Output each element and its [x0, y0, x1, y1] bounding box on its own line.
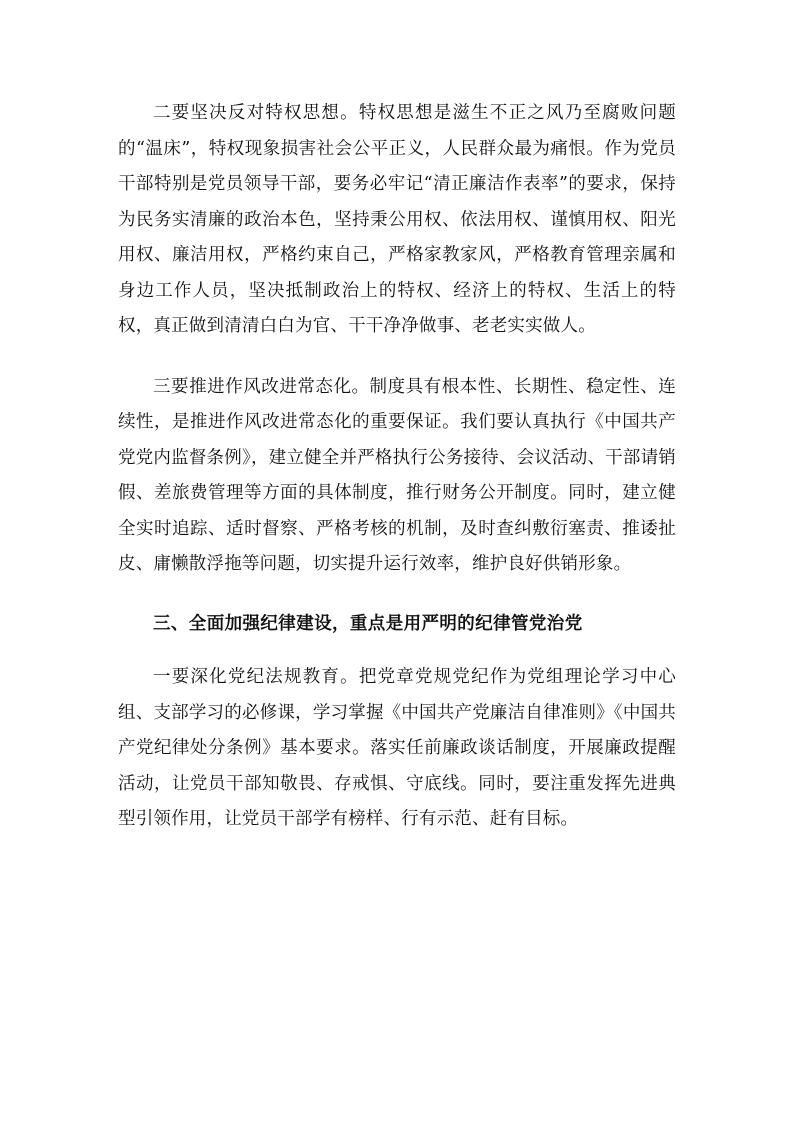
paragraph-oppose-privilege: 二要坚决反对特权思想。特权思想是滋生不正之风乃至腐败问题的“温床”，特权现象损害社会公平正义，人民群众最为痛恨。作为党员干部特别是党员领导干部，要务必牢记“清正廉洁作表率”的要求，保持为民务实清廉的政治本色，坚持秉公用权、依法用权、谨慎用权、阳光用权、廉洁用权，严格约束自己，严格家教家风，严格教育管理亲属和身边工作人员，坚决抵制政治上的特权、经济上的特权、生活上的特权，真正做到清清白白为官、干干净净做事、老老实实做人。: [118, 103, 676, 336]
paragraph-style-improvement: 三要推进作风改进常态化。制度具有根本性、长期性、稳定性、连续性，是推进作风改进常态化的重要保证。我们要认真执行《中国共产党党内监督条例》，建立健全并严格执行公务接待、会议活动、干部请销假、差旅费管理等方面的具体制度，推行财务公开制度。同时，建立健全实时追踪、适时督察、严格考核的机制，及时查纠敷衍塞责、推诿扯皮、庸懒散浮拖等问题，切实提升运行效率，维护良好供销形象。: [118, 376, 676, 574]
paragraph-discipline-education: 一要深化党纪法规教育。把党章党规党纪作为党组理论学习中心组、支部学习的必修课，学习掌握《中国共产党廉洁自律准则》《中国共产党纪律处分条例》基本要求。落实任前廉政谈话制度，开展廉政提醒活动，让党员干部知敬畏、存戒惧、守底线。同时，要注重发挥先进典型引领作用，让党员干部学有榜样、行有示范、赶有目标。: [118, 667, 676, 829]
section-heading-discipline: 三、全面加强纪律建设，重点是用严明的纪律管党治党: [153, 613, 583, 634]
document-body: [118, 96, 676, 838]
